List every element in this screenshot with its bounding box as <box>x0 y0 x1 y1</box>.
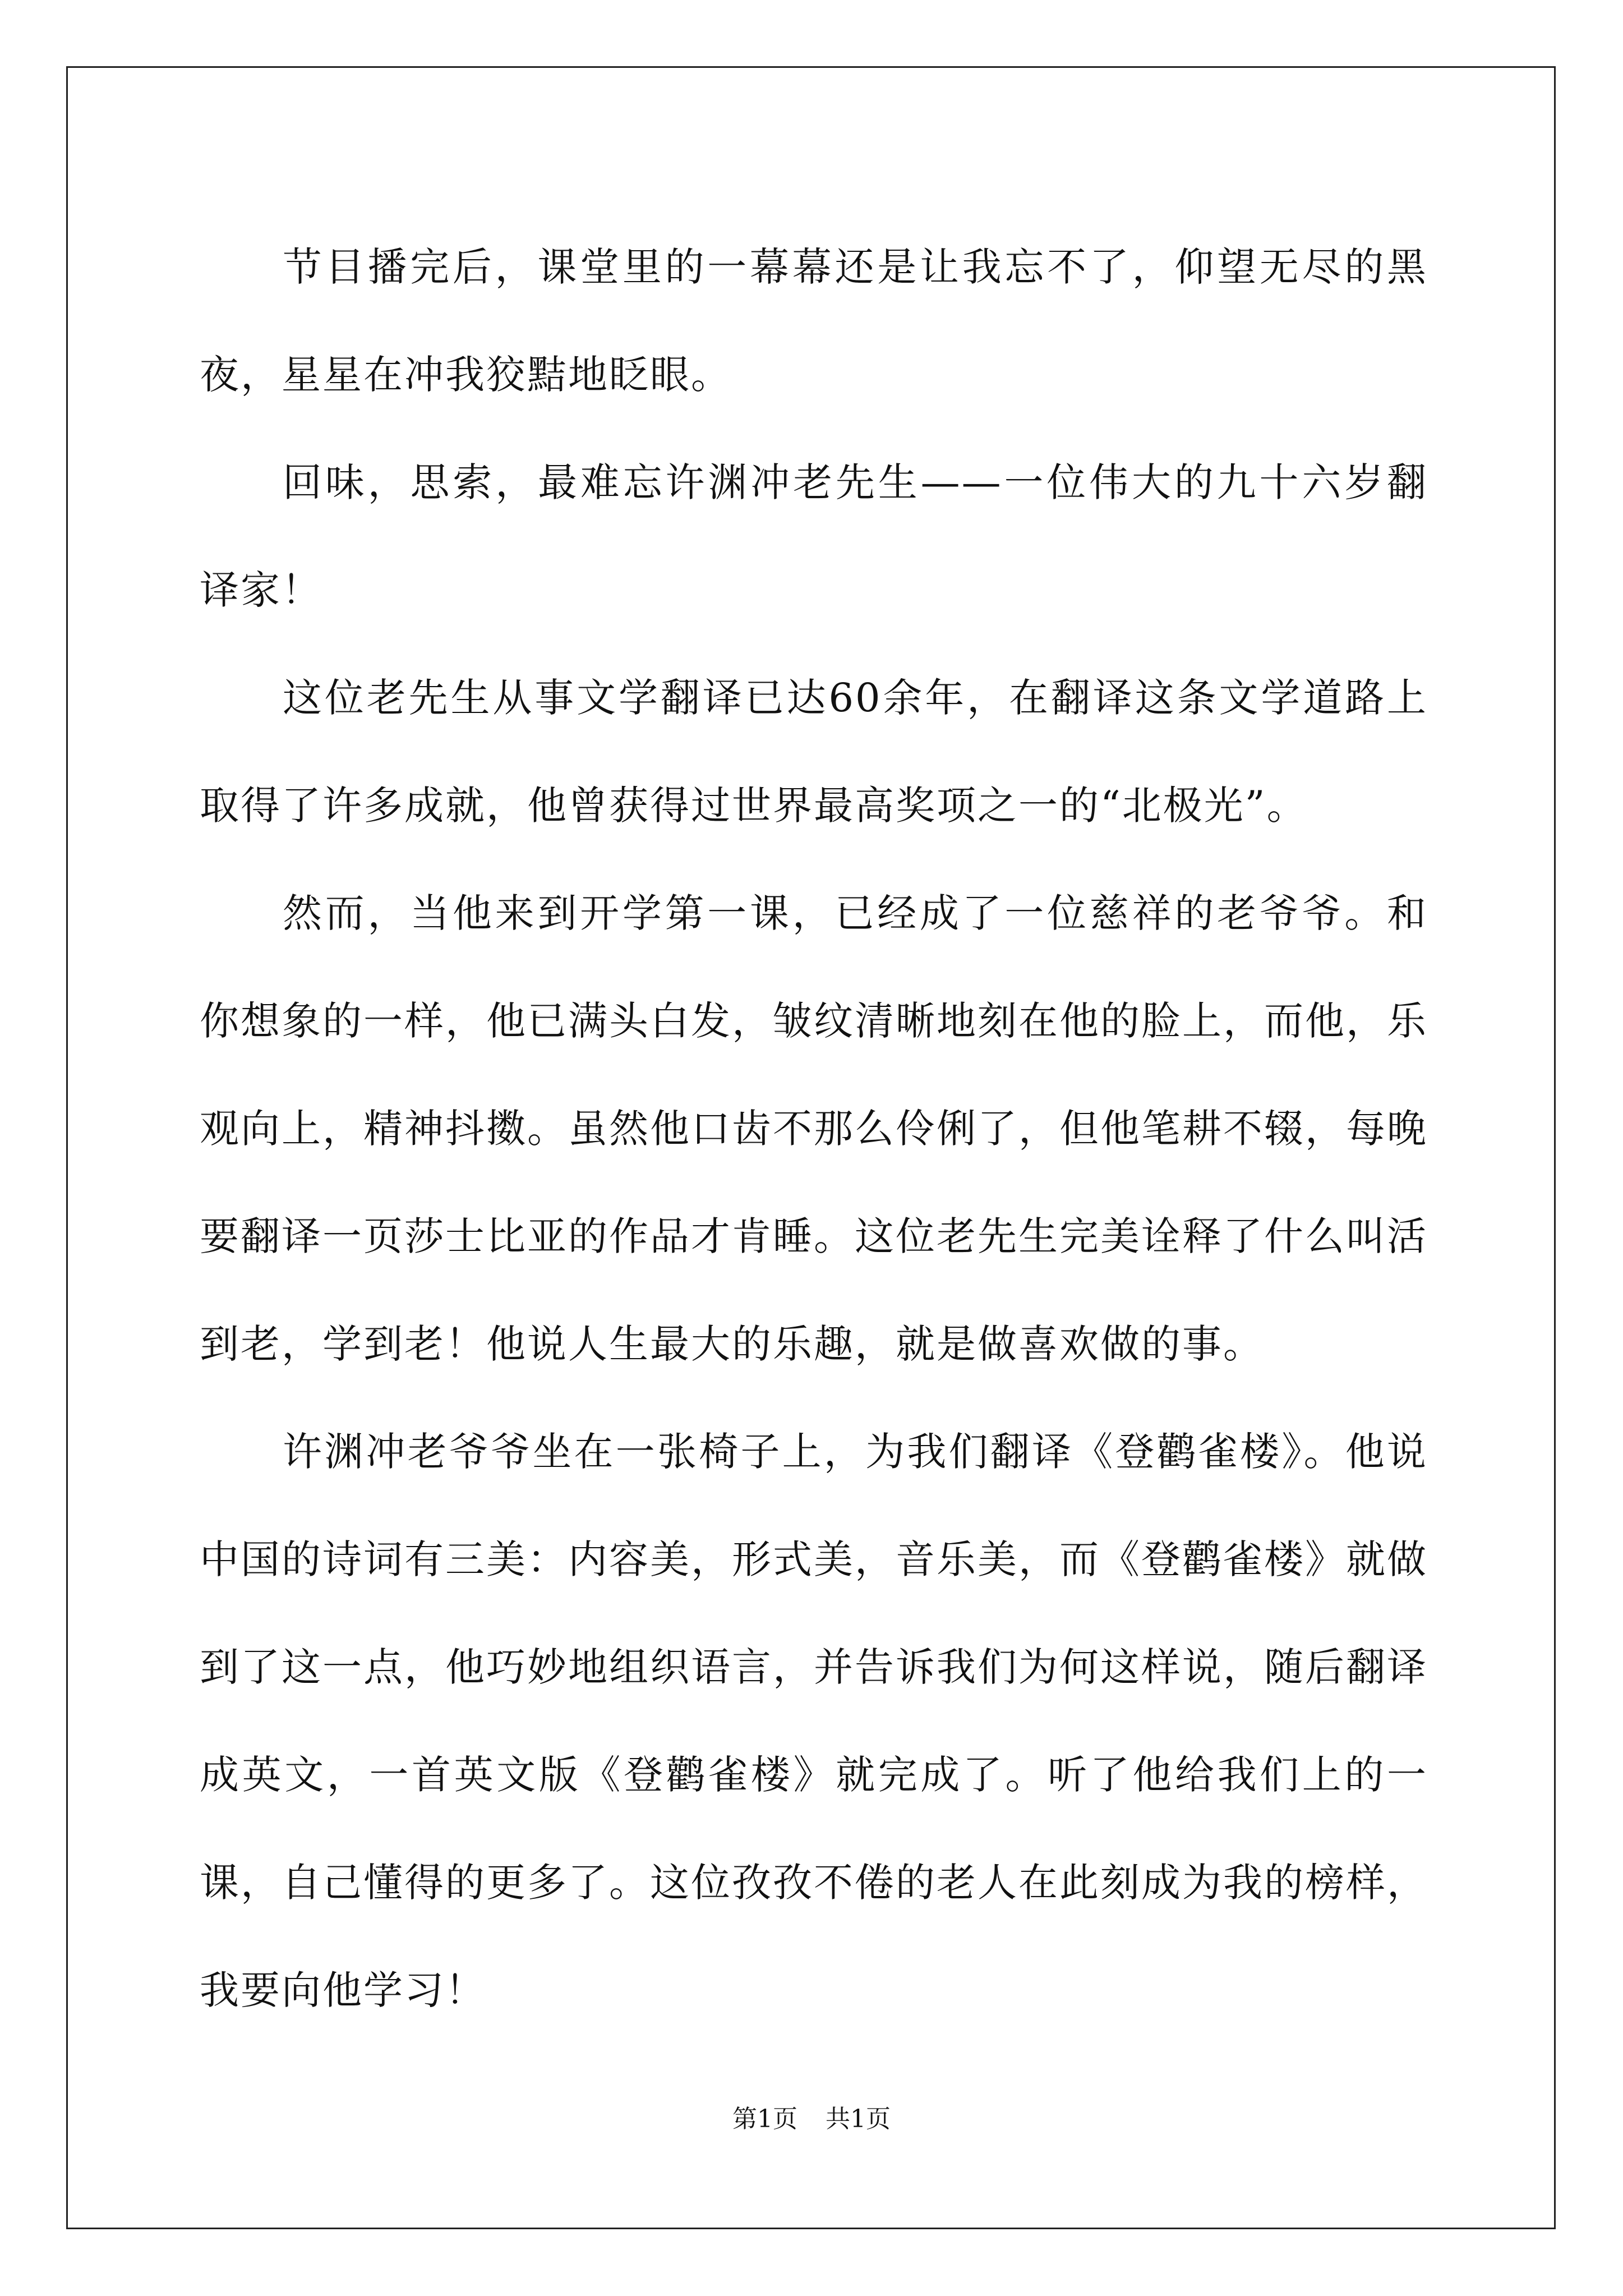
paragraph-2: 回味，思索，最难忘许渊冲老先生——一位伟大的九十六岁翻译家！ <box>200 459 1428 613</box>
page-number-current: 第1页 <box>732 2105 797 2133</box>
page-footer <box>0 2102 1623 2136</box>
paragraph-3: 这位老先生从事文学翻译已达60余年，在翻译这条文学道路上取得了许多成就，他曾获得过世界最高奖项之一的“北极光”。 <box>200 675 1428 829</box>
paragraph-4: 然而，当他来到开学第一课，已经成了一位慈祥的老爷爷。和你想象的一样，他已满头白发，皱纹清晰地刻在他的脸上，而他，乐观向上，精神抖擞。虽然他口齿不那么伶俐了，但他笔耕不辍，每晚要翻译一页莎士比亚的作品才肯睡。这位老先生完美诠释了什么叫活到老，学到老！他说人生最大的乐趣，就是做喜欢做的事。 <box>200 890 1428 1367</box>
document-body <box>200 213 1428 2044</box>
paragraph-1: 节目播完后，课堂里的一幕幕还是让我忘不了，仰望无尽的黑夜，星星在冲我狡黠地眨眼。 <box>200 244 1428 398</box>
paragraph-5: 许渊冲老爷爷坐在一张椅子上，为我们翻译《登鹳雀楼》。他说中国的诗词有三美：内容美，形式美，音乐美，而《登鹳雀楼》就做到了这一点，他巧妙地组织语言，并告诉我们为何这样说，随后翻译成英文，一首英文版《登鹳雀楼》就完成了。听了他给我们上的一课，自己懂得的更多了。这位孜孜不倦的老人在此刻成为我的榜样，我要向他学习！ <box>200 1429 1428 2013</box>
page-number-total: 共1页 <box>826 2105 891 2133</box>
